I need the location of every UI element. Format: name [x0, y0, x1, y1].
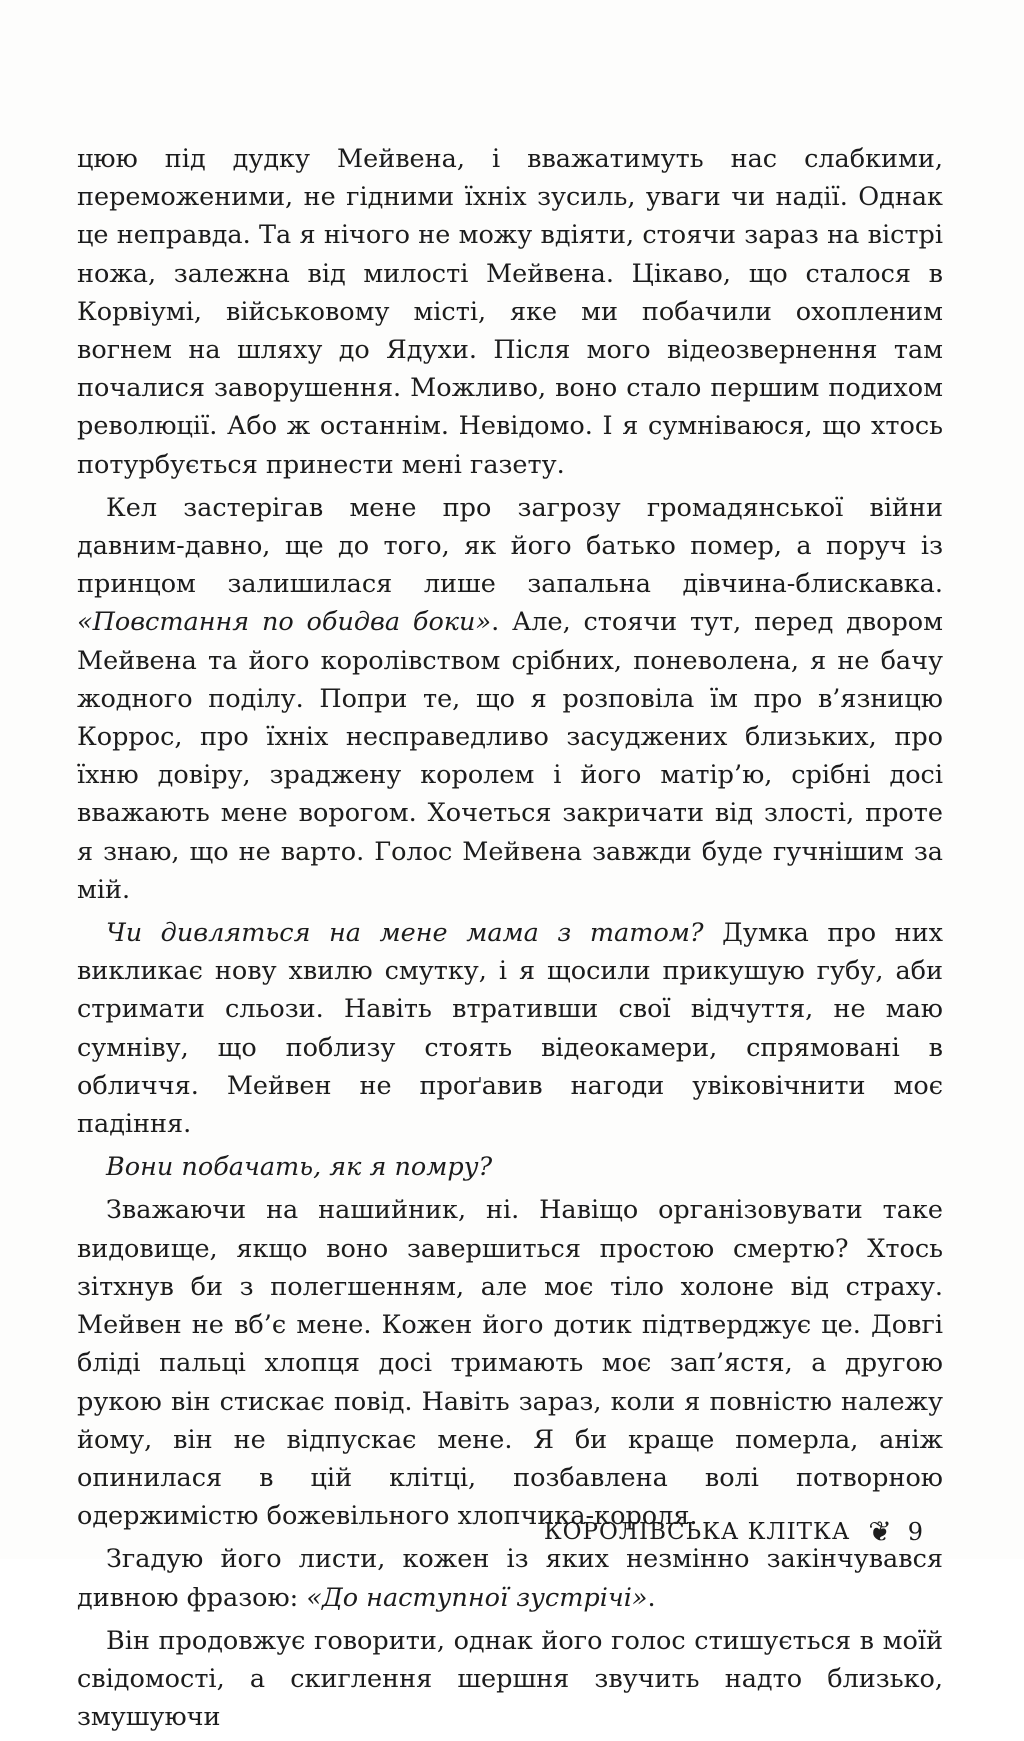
text-segment: Згадую його листи, кожен із яких незмінно закінчувався дивною фразою:	[77, 1544, 943, 1613]
paragraph-3	[77, 914, 943, 1143]
text-segment: Зважаючи на нашийник, ні. Навіщо організовувати таке видовище, якщо воно завершиться простою смертю? Хтось зітхнув би з полегшенням, але моє тіло холоне від страху. Мейвен не вб’є мене. Кожен його дотик підтверджує це. Довгі бліді пальці хлопця досі тримають моє зап’ястя, а другою рукою він стискає повід. Навіть зараз, коли я повністю належу йому, він не відпускає мене. Я би краще померла, аніж опинилася в цій клітці, позбавлена волі потворною одержимістю божевільного хлопчика-короля.	[77, 1195, 943, 1532]
paragraph-5	[77, 1191, 943, 1535]
text-segment: Кел застерігав мене про загрозу громадянської війни давним-давно, ще до того, як його батько помер, а поруч із принцом залишилася лише запальна дівчина-блискавка.	[77, 492, 943, 600]
text-segment: . Але, стоячи тут, перед двором Мейвена та його королівством срібних, поневолена, я не бачу жодного поділу. Попри те, що я розповіла їм про в’язницю Коррос, про їхніх несправедливо засуджених близьких, про їхню довіру, зраджену королем і його матір’ю, срібні досі вважають мене ворогом. Хочеться закричати від злості, проте я знаю, що не варто. Голос Мейвена завжди буде гучнішим за мій.	[77, 607, 943, 905]
text-segment: цюю під дудку Мейвена, і вважатимуть нас слабкими, переможеними, не гідними їхніх зусиль, уваги чи надії. Однак це неправда. Та я нічого не можу вдіяти, стоячи зараз на вістрі ножа, залежна від милості Мейвена. Цікаво, що сталося в Корвіумі, військовому місті, яке ми побачили охопленим вогнем на шляху до Ядухи. Після мого відеозвернення там почалися заворушення. Можливо, воно стало першим подихом революції. Або ж останнім. Невідомо. І я сумніваюся, що хтось потурбується принести мені газету.	[77, 144, 943, 480]
paragraph-2	[77, 489, 943, 909]
paragraph-1	[77, 140, 943, 484]
italic-thought: Вони побачать, як я помру?	[106, 1152, 493, 1183]
text-segment: .	[647, 1582, 656, 1613]
page-number: 9	[907, 1518, 923, 1546]
body-text	[77, 140, 943, 1741]
italic-quote: «До наступної зустрічі»	[306, 1582, 648, 1613]
text-segment: Думка про них викликає нову хвилю смутку, і я щосили прикушую губу, аби стримати сльози. Навіть втративши свої відчуття, не маю сумніву, що поблизу стоять відеокамери, спрямовані в обличчя. Мейвен не проґавив нагоди увіковічнити моє падіння.	[77, 918, 943, 1140]
running-title: КОРОЛІВСЬКА КЛІТКА	[543, 1519, 851, 1545]
italic-quote: «Повстання по обидва боки»	[77, 607, 492, 638]
page-footer	[544, 1512, 923, 1552]
text-segment: Він продовжує говорити, однак його голос стишується в моїй свідомості, а скиглення шершня звучить надто близько, змушуючи	[77, 1625, 943, 1733]
italic-thought: Чи дивляться на мене мама з татом?	[106, 918, 704, 949]
fleuron-icon: ❦	[868, 1515, 892, 1548]
paragraph-7	[77, 1622, 943, 1737]
paragraph-4	[77, 1148, 943, 1186]
